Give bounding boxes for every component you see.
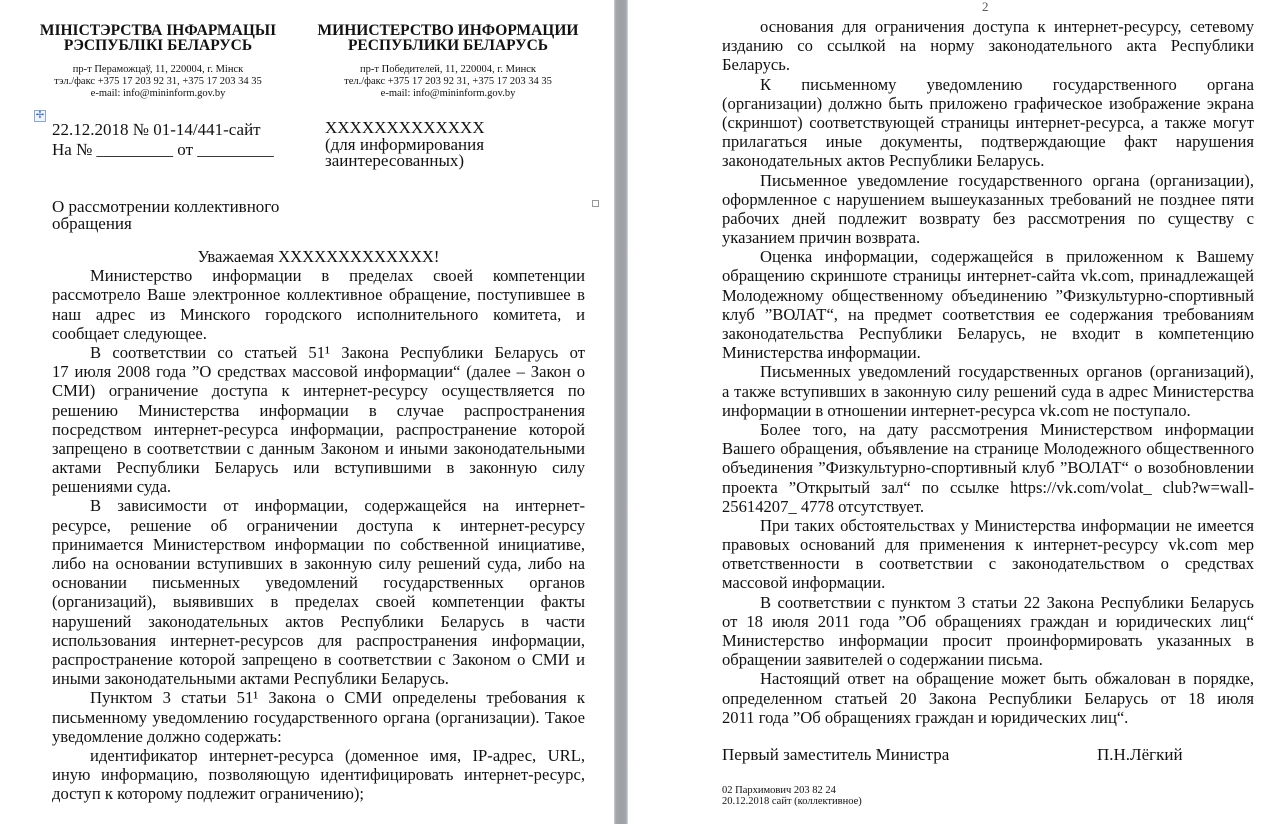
text-line: ответственности в соответствии с законодательством о средствах — [722, 554, 1254, 574]
text-line: изданию со ссылкой на норму законодательного акта Республики — [722, 36, 1254, 56]
address-belarusian — [18, 64, 298, 100]
paragraph — [52, 266, 585, 343]
footer-executor — [722, 785, 862, 807]
text-line: иную информацию, позволяющую идентифицировать интернет-ресурс, — [52, 765, 585, 785]
text-line: основании письменных уведомлений государственных органов — [52, 573, 585, 593]
text-line: сообщает следующее. — [52, 323, 207, 343]
text-line: (организаций), выявивших в пределах своей компетенции факты — [52, 592, 585, 612]
letter-body-page-2 — [722, 17, 1254, 727]
text-line: решению Министерства информации в случае распространения — [52, 400, 585, 420]
text-line: В соответствии со статьей 51¹ Закона Республики Беларусь от — [90, 342, 585, 362]
paragraph — [722, 420, 1254, 516]
text-line: В соответствии с пунктом 3 статьи 22 Закона Республики Беларусь — [760, 592, 1254, 612]
subject — [52, 197, 280, 233]
text-line: Письменных уведомлений государственных органов (организаций), — [760, 362, 1254, 382]
text-line: либо на основании вступивших в законную силу решений суда, либо на — [52, 554, 585, 573]
text-line: Министерства информации. — [722, 343, 921, 363]
letterhead-belarusian — [18, 24, 298, 100]
text-line: информации в отношении интернет-ресурса vk.com не поступало. — [722, 400, 1191, 420]
signature-position: Первый заместитель Министра — [722, 745, 950, 764]
registration-line: 20.12.2018 сайт (коллективное) — [722, 796, 862, 807]
phone-line: тел./факс +375 17 203 92 31, +375 17 203 34 35 — [344, 76, 552, 87]
text-line: законодательных актов Республики Беларусь. — [722, 151, 1045, 171]
org-line: РЭСПУБЛІКІ БЕЛАРУСЬ — [63, 36, 253, 54]
addressee-note: (для информирования — [325, 134, 485, 154]
text-line: К письменному уведомлению государственного органа — [760, 74, 1254, 94]
text-line: посредством интернет-ресурса информации, распространение которой — [52, 419, 585, 439]
text-line: письменному уведомлению государственного органа (организации). Такое — [52, 707, 585, 727]
text-line: определенном статьей 20 Закона Республики Беларусь от 18 июля — [722, 688, 1254, 708]
reply-reference: На № _________ от _________ — [52, 140, 274, 159]
text-line: рабочих дней подлежит возврату без рассмотрения по существу с — [722, 208, 1254, 228]
paragraph — [52, 746, 585, 804]
text-line: рассмотрело Ваше электронное коллективное обращение, поступившее в — [52, 285, 585, 305]
text-line: наш адрес из Минского городского исполнительного комитета, и — [52, 304, 585, 324]
org-line: РЕСПУБЛИКИ БЕЛАРУСЬ — [347, 36, 549, 54]
text-line: уведомление должно содержать: — [52, 726, 282, 746]
text-line: 17 июля 2008 года ”О средствах массовой информации“ (далее – Закон о — [52, 362, 585, 382]
executor-line: 02 Пархимович 203 82 24 — [722, 785, 836, 796]
paragraph — [722, 17, 1254, 75]
ministry-name-russian — [303, 24, 593, 53]
text-line: Беларусь. — [722, 55, 790, 75]
paragraph — [722, 75, 1254, 171]
paragraph — [722, 669, 1254, 727]
paragraph — [722, 362, 1254, 420]
text-line: Настоящий ответ на обращение может быть обжалован в порядке, — [760, 669, 1254, 689]
text-line: Письменное уведомление государственного органа (организации), — [760, 170, 1254, 190]
addressee-name: XXXXXXXXXXXXX — [325, 118, 485, 137]
text-line: идентификатор интернет-ресурса (доменное имя, IP-адрес, URL, — [90, 745, 585, 765]
text-line: Пунктом 3 статьи 51¹ Закона о СМИ определены требования к — [90, 688, 585, 708]
email-line: e-mail: info@mininform.gov.by — [90, 88, 226, 99]
text-line: основания для ограничения доступа к интернет-ресурсу, сетевому — [760, 17, 1254, 36]
text-line: Вашего обращения, объявление на странице Молодежного общественного — [722, 439, 1254, 459]
paragraph — [722, 247, 1254, 362]
text-line: Более того, на дату рассмотрения Министерством информации — [760, 419, 1254, 439]
page-separator — [614, 0, 628, 824]
paragraph — [722, 516, 1254, 593]
address-russian — [303, 64, 593, 100]
org-line: МИНИСТЕРСТВО ИНФОРМАЦИИ — [317, 22, 579, 39]
document-page-2 — [628, 0, 1280, 824]
address-line: пр-т Пераможцаў, 11, 220004, г. Мінск — [72, 64, 244, 75]
paragraph — [52, 343, 585, 497]
email-line: e-mail: info@mininform.gov.by — [380, 88, 516, 99]
paragraph — [52, 496, 585, 688]
subject-line: обращения — [52, 214, 132, 233]
letterhead-russian — [303, 24, 593, 100]
text-line: решениями суда. — [52, 477, 172, 497]
text-line: запрещено в соответствии с данным Законом и иными законодательными — [52, 438, 585, 458]
ministry-name-belarusian — [18, 24, 298, 53]
text-line: клуб ”ВОЛАТ“, на предмет соответствия ее содержания требованиям — [722, 304, 1254, 324]
text-line: а также вступивших в законную силу решений суда в адрес Министерства — [722, 381, 1254, 401]
text-line: (организации) должно быть приложено графическое изображение экрана — [722, 93, 1254, 113]
paragraph — [722, 593, 1254, 670]
text-line: доступ к которому подлежит ограничению); — [52, 784, 364, 804]
paragraph — [52, 688, 585, 746]
cell-end-marker-icon — [592, 200, 599, 207]
text-line: нарушений законодательных актов Республики Беларусь в части — [52, 611, 585, 631]
text-line: актами Республики Беларусь или вступившими в законную силу — [52, 458, 585, 478]
text-line: 2011 года ”Об обращениях граждан и юридических лиц“. — [722, 707, 1129, 727]
paragraph — [722, 171, 1254, 248]
outgoing-number: 22.12.2018 № 01-14/441-сайт — [52, 120, 261, 139]
text-line: массовой информации. — [722, 573, 886, 593]
text-line: использования интернет-ресурсов для распространения информации, — [52, 630, 585, 650]
text-line: Министерство информации просит проинформировать указанных в — [722, 631, 1254, 650]
text-line: (скриншот) соответствующей страницы интернет-ресурса, а также могут — [722, 112, 1254, 132]
text-line: от 18 июля 2011 года ”Об обращениях граждан и юридических лиц“ — [722, 611, 1254, 631]
text-line: проекта ”Открытый зал“ по ссылке https://vk.com/volat_ club?w=wall- — [722, 477, 1254, 497]
addressee — [325, 120, 485, 170]
text-line: ресурсе, решение об ограничении доступа к интернет-ресурсу — [52, 515, 585, 535]
text-line: Молодежному общественному объединению ”Физкультурно-спортивный — [722, 285, 1254, 305]
text-line: В зависимости от информации, содержащейся на интернет- — [90, 496, 585, 516]
text-line: принимается Министерством информации по собственной инициативе, — [52, 534, 585, 554]
text-line: При таких обстоятельствах у Министерства информации не имеется — [760, 515, 1254, 535]
phone-line: тэл./факс +375 17 203 92 31, +375 17 203 34 35 — [54, 76, 262, 87]
letter-body-page-1 — [52, 247, 585, 803]
salutation: Уважаемая XXXXXXXXXXXXX! — [197, 247, 440, 266]
subject-line: О рассмотрении коллективного — [52, 197, 280, 216]
text-line: Оценка информации, содержащейся в приложенном к Вашему — [760, 247, 1254, 267]
text-line: обращению скриншоте страницы интернет-сайта vk.com, принадлежащей — [722, 266, 1254, 286]
text-line: распространение которой запрещено в соответствии с Законом о СМИ и — [52, 649, 585, 669]
text-line: указанием причин возврата. — [722, 228, 921, 248]
text-line: Министерство информации в пределах своей компетенции — [90, 266, 585, 286]
text-line: законодательства Республики Беларусь, не входит в компетенцию — [722, 324, 1254, 343]
text-line: СМИ) ограничение доступа к интернет-ресурсу осуществляется по — [52, 381, 585, 401]
signature-name: П.Н.Лёгкий — [1097, 745, 1183, 764]
text-line: иными законодательными актами Республики Беларусь. — [52, 669, 449, 689]
text-line: оформленное с нарушением вышеуказанных требований не позднее пяти — [722, 189, 1254, 209]
address-line: пр-т Победителей, 11, 220004, г. Минск — [360, 64, 536, 75]
text-line: объединения ”Физкультурно-спортивный клуб ”ВОЛАТ“ о возобновлении — [722, 458, 1254, 478]
text-line: прилагаться иные документы, подтверждающие факт нарушения — [722, 132, 1254, 152]
document-page-1 — [0, 0, 614, 824]
org-line: МІНІСТЭРСТВА ІНФАРМАЦЫІ — [39, 22, 277, 39]
text-line: обращении заявителей о содержании письма. — [722, 650, 1043, 670]
table-move-handle-icon[interactable]: ✢ — [35, 110, 45, 121]
page-number: 2 — [982, 0, 989, 14]
text-line: 25614207_ 4778 отсутствует. — [722, 496, 925, 516]
addressee-note: заинтересованных) — [325, 151, 465, 170]
text-line: правовых оснований для применения к интернет-ресурсу vk.com мер — [722, 535, 1254, 555]
